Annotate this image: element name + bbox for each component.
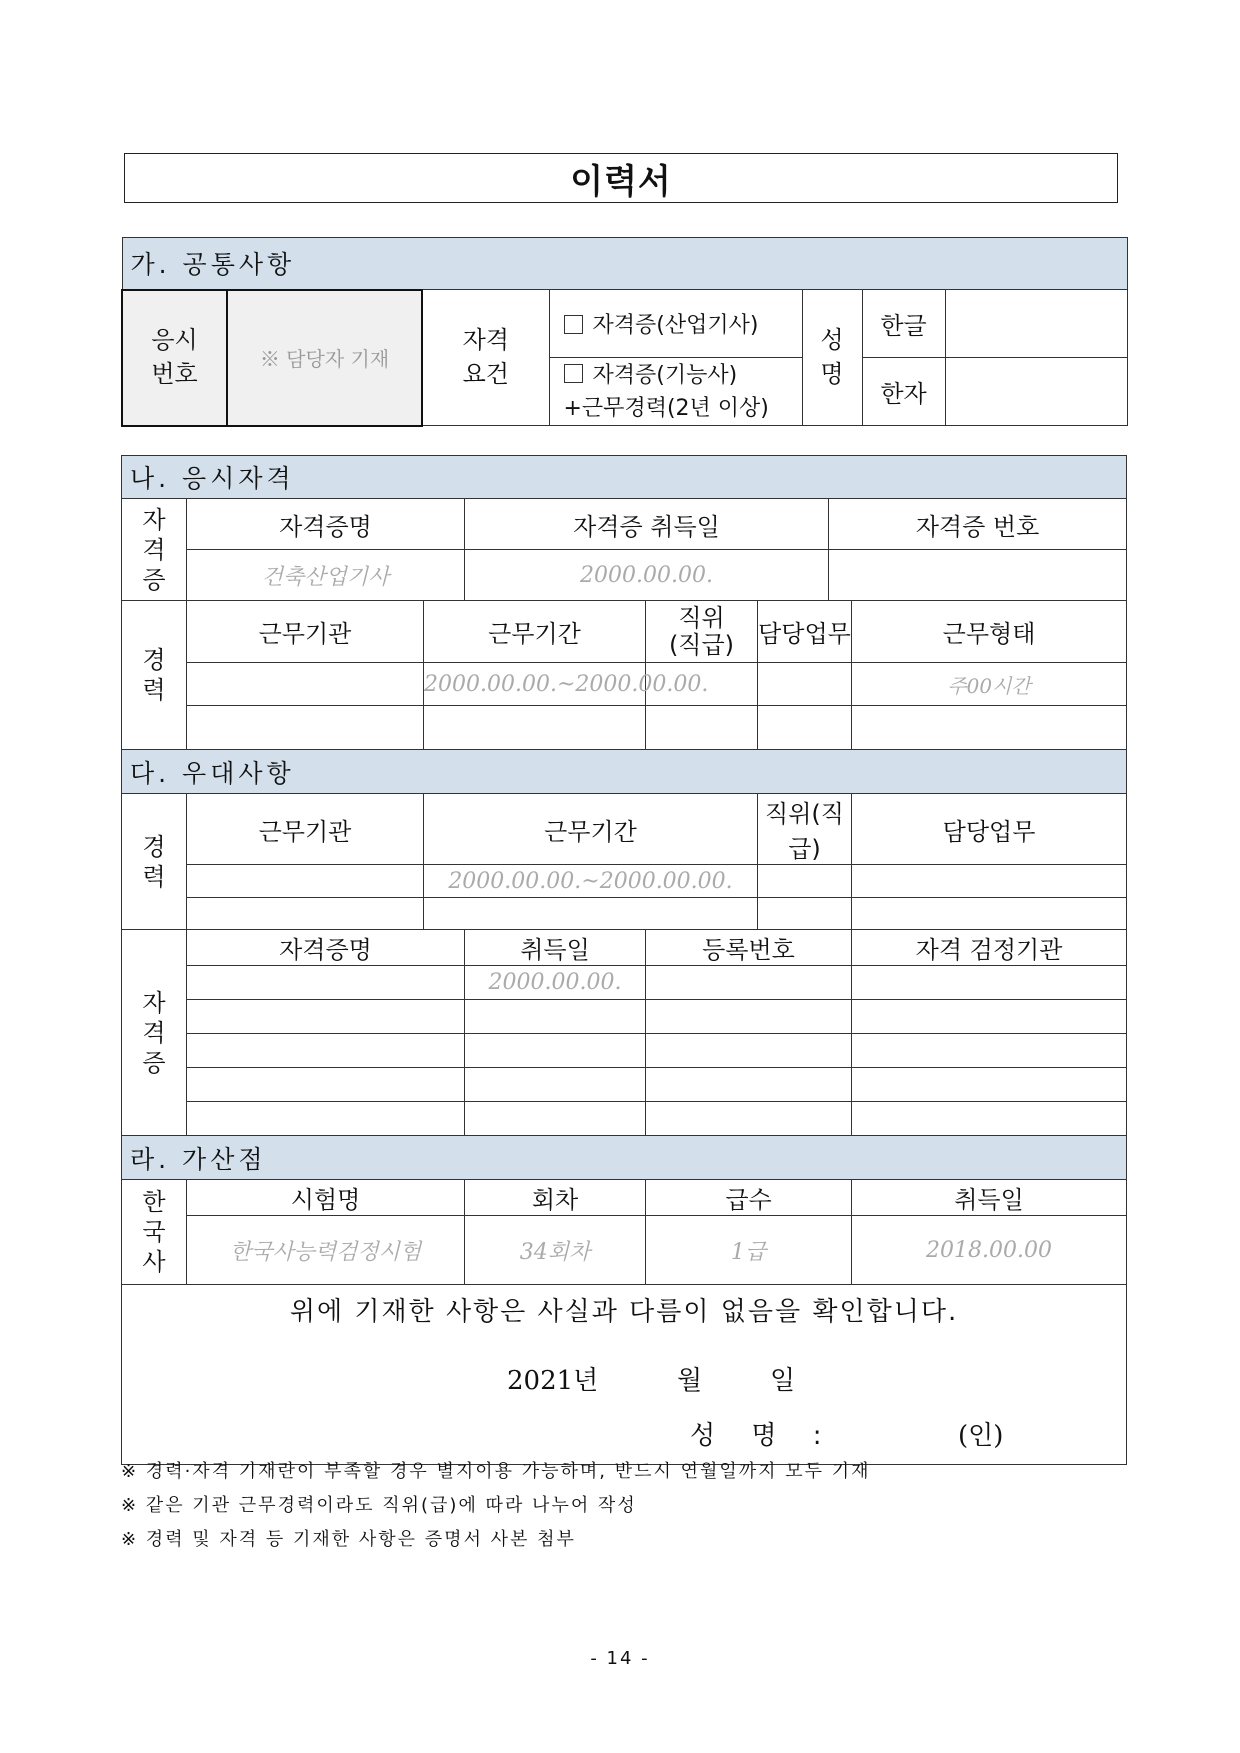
grade-header: 급수 [646, 1180, 852, 1216]
confirmation-text: 위에 기재한 사항은 사실과 다름이 없음을 확인합니다. [289, 1297, 959, 1327]
pref-cert-name-header: 자격증명 [187, 930, 465, 966]
pref-cert-regno-field[interactable] [646, 1102, 852, 1136]
name-label: 성 명 [802, 290, 862, 426]
section-header-common: 가. 공통사항 [122, 238, 1127, 290]
title-box [124, 153, 1118, 203]
career-org-field[interactable] [187, 706, 424, 750]
pref-career-org-field[interactable] [187, 865, 424, 898]
career-period-field[interactable] [424, 706, 646, 750]
acquired-date-field[interactable]: 2018.00.00 [852, 1216, 1127, 1285]
cert-number-field[interactable] [829, 550, 1127, 601]
pref-cert-name-field[interactable] [187, 1034, 465, 1068]
hangul-name-field[interactable] [945, 290, 1127, 358]
pref-cert-regno-field[interactable] [646, 1068, 852, 1102]
pref-cert-date-field[interactable]: 2000.00.00. [465, 966, 646, 1000]
pref-career-duty-header: 담당업무 [852, 794, 1127, 865]
cert-date-field[interactable]: 2000.00.00. [465, 550, 829, 601]
section-header-bonus: 라. 가산점 [122, 1136, 1127, 1180]
pref-cert-agency-field[interactable] [852, 1102, 1127, 1136]
common-info-table [121, 237, 1128, 427]
pref-career-period-header: 근무기간 [424, 794, 758, 865]
pref-cert-regno-field[interactable] [646, 1034, 852, 1068]
resume-main-table [121, 455, 1127, 1465]
pref-cert-name-field[interactable] [187, 1000, 465, 1034]
qualification-requirement-label: 자격 요건 [422, 290, 549, 426]
career-period-field[interactable]: 2000.00.00.~2000.00.00. [424, 663, 646, 706]
pref-cert-name-field[interactable] [187, 1102, 465, 1136]
date-year: 2021년 [507, 1366, 599, 1396]
checkbox-icon[interactable] [564, 364, 583, 383]
pref-cert-agency-field[interactable] [852, 1000, 1127, 1034]
exam-number-label: 응시 번호 [122, 290, 227, 426]
section-header-eligibility: 나. 응시자격 [122, 456, 1127, 499]
pref-career-duty-field[interactable] [852, 865, 1127, 898]
hangul-label: 한글 [862, 290, 945, 358]
pref-career-org-field[interactable] [187, 898, 424, 930]
cert-date-header: 자격증 취득일 [465, 499, 829, 550]
footnote-item: ※ 경력·자격 기재란이 부족할 경우 별지이용 가능하며, 반드시 연월일까지 모두 기재 [121, 1461, 871, 1482]
pref-cert-agency-header: 자격 검정기관 [852, 930, 1127, 966]
pref-cert-regno-header: 등록번호 [646, 930, 852, 966]
footnotes [121, 1455, 871, 1557]
career-duty-header: 담당업무 [758, 601, 852, 663]
pref-cert-date-field[interactable] [465, 1034, 646, 1068]
pref-cert-name-field[interactable] [187, 966, 465, 1000]
checkbox-icon[interactable] [564, 315, 583, 334]
cert-number-header: 자격증 번호 [829, 499, 1127, 550]
career-position-header: 직위 (직급) [646, 601, 758, 663]
exam-name-header: 시험명 [187, 1180, 465, 1216]
date-month: 월 [677, 1366, 703, 1396]
career-duty-field[interactable] [758, 706, 852, 750]
pref-cert-agency-field[interactable] [852, 1068, 1127, 1102]
seal-mark[interactable]: (인) [958, 1421, 1004, 1451]
pref-cert-agency-field[interactable] [852, 1034, 1127, 1068]
date-day: 일 [770, 1366, 796, 1396]
pref-cert-date-field[interactable] [465, 1102, 646, 1136]
page-number: - 14 - [590, 1648, 650, 1669]
pref-career-position-field[interactable] [758, 898, 852, 930]
option-craftsman-career[interactable] [549, 358, 802, 426]
pref-cert-date-header: 취득일 [465, 930, 646, 966]
round-field[interactable]: 34회차 [465, 1216, 646, 1285]
pref-cert-regno-field[interactable] [646, 966, 852, 1000]
pref-career-position-field[interactable] [758, 865, 852, 898]
pref-cert-date-field[interactable] [465, 1068, 646, 1102]
exam-number-field[interactable]: ※ 담당자 기재 [227, 290, 422, 426]
pref-career-period-field[interactable]: 2000.00.00.~2000.00.00. [424, 865, 758, 898]
korean-history-side-label: 한 국 사 [122, 1180, 187, 1285]
career-type-field[interactable]: 주00시간 [852, 663, 1127, 706]
option-career-label: +근무경력(2년 이상) [563, 395, 769, 421]
career-period-header: 근무기간 [424, 601, 646, 663]
page-title: 이력서 [570, 161, 672, 202]
career-org-field[interactable] [187, 663, 424, 706]
pref-cert-date-field[interactable] [465, 1000, 646, 1034]
eligibility-cert-side-label: 자 격 증 [122, 499, 187, 601]
cert-name-field[interactable]: 건축산업기사 [187, 550, 465, 601]
pref-cert-name-field[interactable] [187, 1068, 465, 1102]
option-craftsman-label: 자격증(기능사) [592, 362, 738, 388]
career-type-field[interactable] [852, 706, 1127, 750]
career-type-header: 근무형태 [852, 601, 1127, 663]
preference-cert-side-label: 자 격 증 [122, 930, 187, 1136]
acquired-date-header: 취득일 [852, 1180, 1127, 1216]
pref-cert-regno-field[interactable] [646, 1000, 852, 1034]
preference-career-side-label: 경 력 [122, 794, 187, 930]
cert-name-header: 자격증명 [187, 499, 465, 550]
option-industrial-engineer-label: 자격증(산업기사) [592, 313, 759, 338]
grade-field[interactable]: 1급 [646, 1216, 852, 1285]
round-header: 회차 [465, 1180, 646, 1216]
exam-name-field[interactable]: 한국사능력검정시험 [187, 1216, 465, 1285]
signature-name-label: 성 명 : [690, 1421, 822, 1451]
hanja-label: 한자 [862, 358, 945, 426]
career-duty-field[interactable] [758, 663, 852, 706]
pref-career-position-header: 직위(직급) [758, 794, 852, 865]
footnote-item: ※ 같은 기관 근무경력이라도 직위(급)에 따라 나누어 작성 [121, 1495, 637, 1516]
confirmation-block [122, 1285, 1127, 1465]
career-position-field[interactable] [646, 706, 758, 750]
pref-career-period-field[interactable] [424, 898, 758, 930]
section-header-preference: 다. 우대사항 [122, 750, 1127, 794]
eligibility-career-side-label: 경 력 [122, 601, 187, 750]
career-org-header: 근무기관 [187, 601, 424, 663]
pref-career-duty-field[interactable] [852, 898, 1127, 930]
option-industrial-engineer[interactable] [549, 290, 802, 358]
pref-career-org-header: 근무기관 [187, 794, 424, 865]
footnote-item: ※ 경력 및 자격 등 기재한 사항은 증명서 사본 첨부 [121, 1529, 576, 1550]
hanja-name-field[interactable] [945, 358, 1127, 426]
pref-cert-agency-field[interactable] [852, 966, 1127, 1000]
